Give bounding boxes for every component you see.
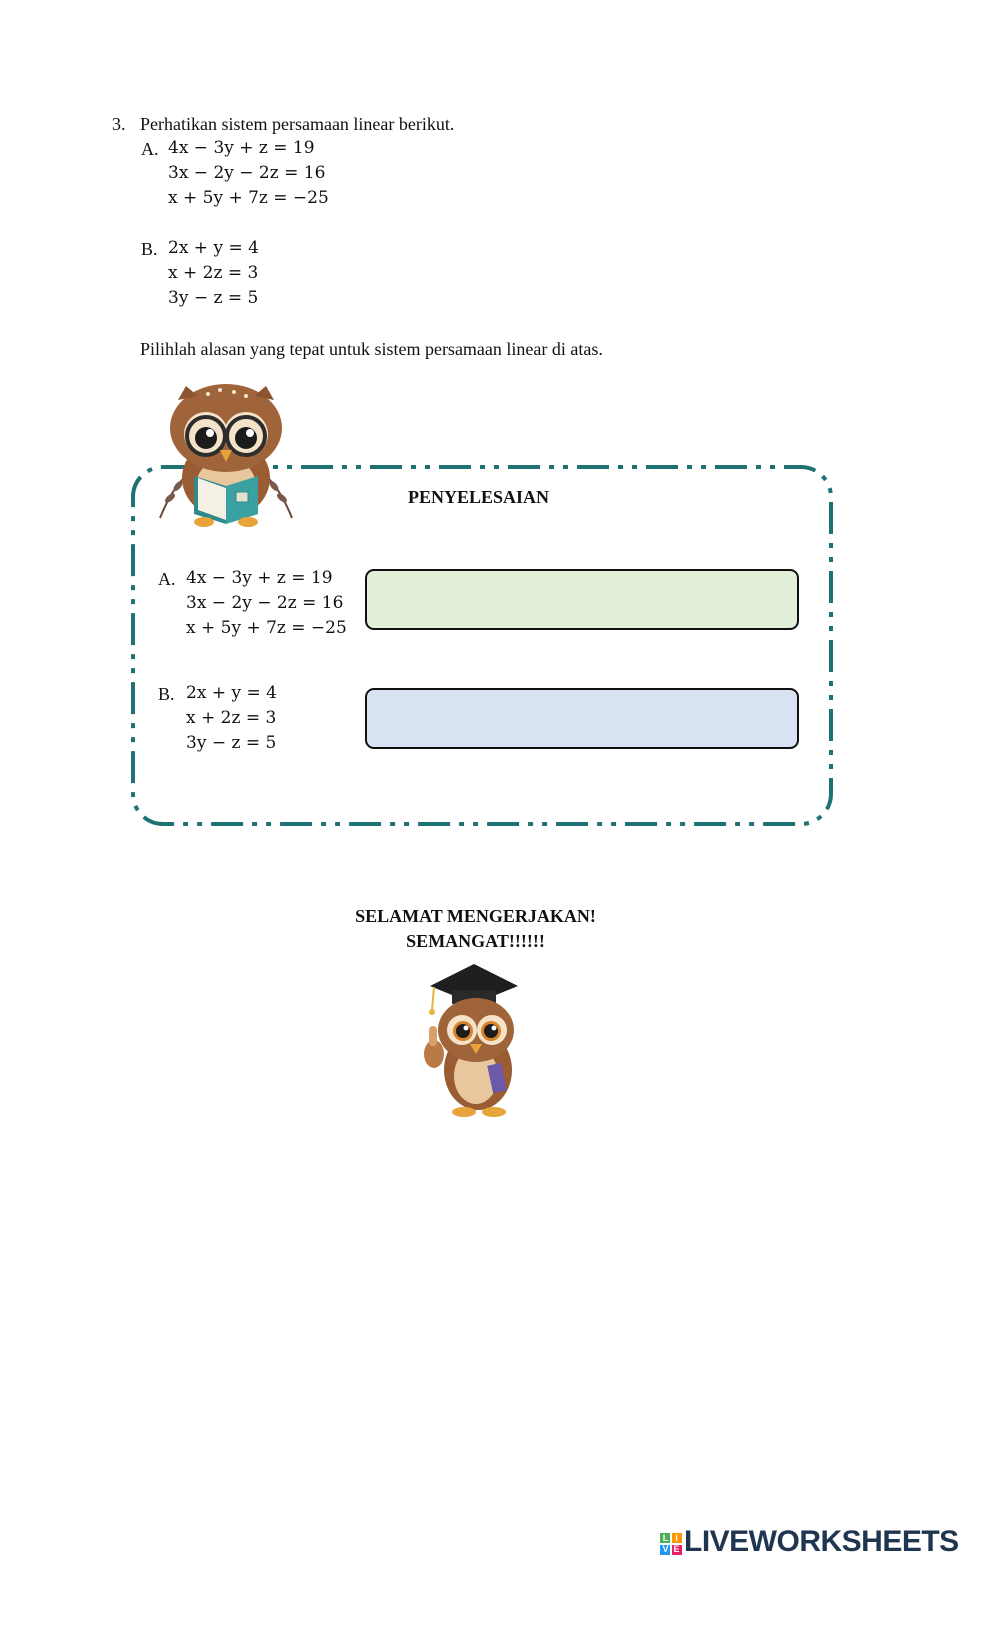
brand-name: LIVEWORKSHEETS: [684, 1525, 959, 1558]
answer-box-b[interactable]: [365, 688, 799, 749]
solution-b-eq-1: 2x + y = 4: [186, 683, 277, 703]
logo-letter: V: [662, 1544, 669, 1554]
answer-box-a[interactable]: [365, 569, 799, 630]
system-a-eq-1: 4x − 3y + z = 19: [168, 138, 315, 158]
instruction-text: Pilihlah alasan yang tepat untuk sistem persamaan linear di atas.: [140, 339, 603, 359]
solution-a-eq-1: 4x − 3y + z = 19: [186, 568, 333, 588]
logo-letter: L: [662, 1533, 669, 1543]
system-b-label: B.: [141, 239, 158, 259]
system-a-label: A.: [141, 139, 159, 159]
footer-line-1: SELAMAT MENGERJAKAN!: [355, 906, 596, 926]
system-b-eq-3: 3y − z = 5: [168, 288, 259, 308]
footer-line-2: SEMANGAT!!!!!!: [406, 931, 545, 951]
owl-graduate-thumbs-up-icon: [414, 960, 534, 1122]
logo-letters: [660, 1533, 682, 1555]
system-b-eq-2: x + 2z = 3: [168, 263, 259, 283]
solution-title: PENYELESAIAN: [408, 487, 550, 507]
solution-b-label: B.: [158, 684, 175, 704]
question-prompt: Perhatikan sistem persamaan linear berikut.: [140, 114, 455, 134]
logo-letter: E: [673, 1544, 680, 1554]
question-number: 3.: [112, 114, 126, 134]
system-a-eq-2: 3x − 2y − 2z = 16: [168, 163, 326, 183]
system-a-eq-3: x + 5y + 7z = −25: [168, 188, 329, 208]
solution-b-eq-2: x + 2z = 3: [186, 708, 277, 728]
owl-reading-book-icon: [148, 378, 304, 530]
solution-a-eq-3: x + 5y + 7z = −25: [186, 618, 347, 638]
system-b-eq-1: 2x + y = 4: [168, 238, 259, 258]
solution-a-eq-2: 3x − 2y − 2z = 16: [186, 593, 344, 613]
logo-letter: I: [675, 1533, 678, 1543]
solution-a-label: A.: [158, 569, 176, 589]
solution-b-eq-3: 3y − z = 5: [186, 733, 277, 753]
